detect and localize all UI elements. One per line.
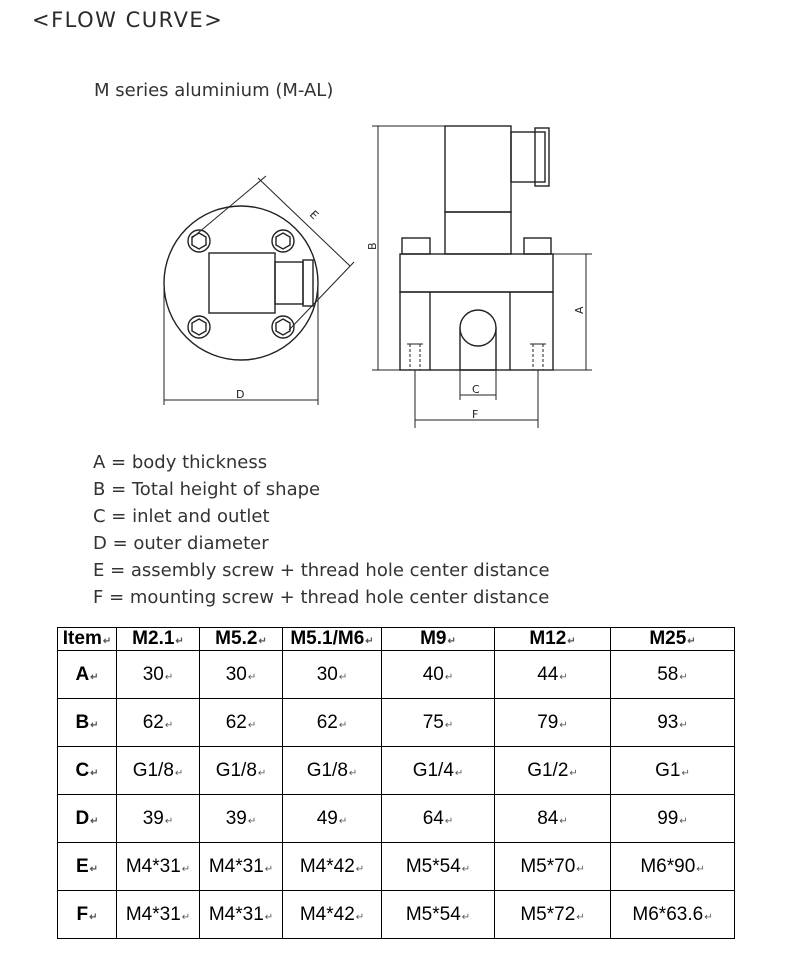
row-label: F↵	[58, 891, 117, 939]
table-cell: M4*31↵	[200, 891, 283, 939]
series-subtitle: M series aluminium (M-AL)	[94, 80, 334, 101]
header-cell: M5.2↵	[200, 628, 283, 651]
legend-item-e: E = assembly screw + thread hole center distance	[93, 560, 550, 581]
table-cell: M5*54↵	[382, 891, 495, 939]
table-cell: G1/8↵	[283, 747, 382, 795]
legend-item-b: B = Total height of shape	[93, 479, 321, 500]
table-cell: 49↵	[283, 795, 382, 843]
table-cell: M4*31↵	[117, 891, 200, 939]
table-cell: M5*70↵	[495, 843, 611, 891]
table-cell: M4*42↵	[283, 843, 382, 891]
table-cell: M6*90↵	[611, 843, 735, 891]
row-label: E↵	[58, 843, 117, 891]
label-c: C	[472, 383, 480, 396]
table-cell: G1/2↵	[495, 747, 611, 795]
table-cell: M5*72↵	[495, 891, 611, 939]
header-cell: M25↵	[611, 628, 735, 651]
side-plate	[400, 254, 553, 292]
table-row	[58, 843, 735, 891]
side-tab-left	[402, 238, 430, 254]
table-row	[58, 699, 735, 747]
table-row	[58, 891, 735, 939]
side-port-circle	[460, 310, 496, 346]
legend-item-c: C = inlet and outlet	[93, 506, 270, 527]
table-cell: 79↵	[495, 699, 611, 747]
table-cell: 30↵	[117, 651, 200, 699]
bolt-bottom-right	[272, 316, 294, 338]
table-row	[58, 651, 735, 699]
table-cell: G1/4↵	[382, 747, 495, 795]
table-cell: 62↵	[200, 699, 283, 747]
header-cell: M12↵	[495, 628, 611, 651]
label-b: B	[366, 242, 379, 250]
table-cell: M4*31↵	[117, 843, 200, 891]
side-coil-top	[445, 126, 511, 212]
technical-drawing	[150, 118, 610, 438]
page-heading: <FLOW CURVE>	[32, 8, 224, 32]
row-label: A↵	[58, 651, 117, 699]
bolt-top-right	[272, 230, 294, 252]
table-cell: 75↵	[382, 699, 495, 747]
table-cell: M4*31↵	[200, 843, 283, 891]
table-cell: 99↵	[611, 795, 735, 843]
table-cell: M5*54↵	[382, 843, 495, 891]
specs-table	[57, 627, 735, 939]
table-row	[58, 795, 735, 843]
table-cell: M4*42↵	[283, 891, 382, 939]
side-view	[372, 126, 592, 428]
table-cell: G1/8↵	[117, 747, 200, 795]
table-cell: 39↵	[117, 795, 200, 843]
table-cell: 40↵	[382, 651, 495, 699]
side-tab-right	[524, 238, 551, 254]
header-cell: M5.1/M6↵	[283, 628, 382, 651]
front-body-circle	[164, 206, 318, 360]
thread-right	[530, 344, 546, 370]
label-d: D	[236, 388, 245, 401]
connector-cap	[535, 128, 549, 186]
bolt-top-left	[188, 230, 210, 252]
legend-item-a: A = body thickness	[93, 452, 268, 473]
header-cell: M9↵	[382, 628, 495, 651]
bolt-bottom-left	[188, 316, 210, 338]
row-label: D↵	[58, 795, 117, 843]
table-cell: 64↵	[382, 795, 495, 843]
front-port	[275, 262, 303, 304]
header-cell: Item↵	[58, 628, 117, 651]
side-coil-lower	[445, 212, 511, 254]
front-boss	[209, 253, 275, 313]
row-label: B↵	[58, 699, 117, 747]
header-row	[58, 628, 735, 651]
table-cell: 93↵	[611, 699, 735, 747]
table-cell: G1/8↵	[200, 747, 283, 795]
table-cell: 44↵	[495, 651, 611, 699]
table-cell: M6*63.6↵	[611, 891, 735, 939]
front-view	[164, 176, 354, 405]
label-e: E	[306, 207, 321, 223]
table-row	[58, 747, 735, 795]
table-cell: 62↵	[283, 699, 382, 747]
legend-item-d: D = outer diameter	[93, 533, 269, 554]
row-label: C↵	[58, 747, 117, 795]
thread-left	[407, 344, 423, 370]
header-cell: M2.1↵	[117, 628, 200, 651]
dimension-b	[372, 126, 445, 370]
dimension-d	[164, 283, 318, 405]
dimension-legend	[93, 449, 550, 611]
label-f: F	[472, 408, 479, 421]
table-cell: 30↵	[200, 651, 283, 699]
legend-item-f: F = mounting screw + thread hole center distance	[93, 587, 550, 608]
table-cell: 58↵	[611, 651, 735, 699]
connector	[511, 132, 545, 182]
table-cell: 39↵	[200, 795, 283, 843]
front-port-tip	[303, 260, 313, 306]
table-cell: G1↵	[611, 747, 735, 795]
table-cell: 62↵	[117, 699, 200, 747]
label-a: A	[573, 306, 586, 314]
table-cell: 84↵	[495, 795, 611, 843]
table-cell: 30↵	[283, 651, 382, 699]
